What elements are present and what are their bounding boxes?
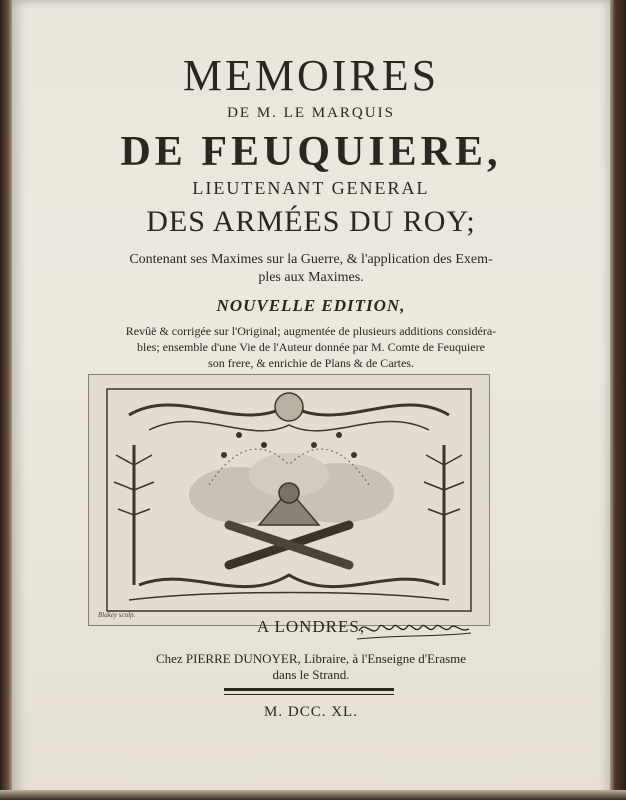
description-line-2: ples aux Maximes. bbox=[258, 270, 364, 285]
edition-line-2: bles; ensemble d'une Vie de l'Auteur donnée par M. Comte de Feuquiere bbox=[137, 340, 485, 354]
author-armies: DES ARMÉES DU ROY; bbox=[146, 205, 476, 238]
engraver-credit: Blakey sculp. bbox=[98, 611, 136, 619]
ownership-signature bbox=[355, 613, 475, 643]
description-line-1: Contenant ses Maximes sur la Guerre, & l'application des Exem- bbox=[129, 252, 493, 267]
divider-rule-thin bbox=[224, 694, 394, 695]
book-title: MEMOIRES bbox=[182, 51, 440, 100]
author-prefix: DE M. LE MARQUIS bbox=[227, 105, 395, 121]
edition-line-3: son frere, & enrichie de Plans & de Cartes. bbox=[208, 356, 414, 370]
book-bottom-edge bbox=[0, 790, 626, 800]
publisher-line-1: Chez PIERRE DUNOYER, Libraire, à l'Enseigne d'Erasme bbox=[155, 651, 467, 666]
title-page bbox=[12, 0, 610, 800]
imprint-place: A LONDRES, bbox=[256, 617, 366, 636]
military-trophy-vignette-icon bbox=[89, 375, 489, 625]
publisher-line-2: dans le Strand. bbox=[272, 667, 350, 682]
publication-year: M. DCC. XL. bbox=[264, 704, 358, 720]
author-name: DE FEUQUIERE, bbox=[120, 129, 502, 175]
engraving-plate bbox=[88, 374, 490, 626]
edition-line-1: Revûë & corrigée sur l'Original; augmentée de plusieurs additions considéra- bbox=[125, 324, 497, 338]
author-rank: LIEUTENANT GENERAL bbox=[192, 178, 430, 198]
book-fore-edge bbox=[608, 0, 626, 800]
divider-rule bbox=[224, 688, 394, 691]
edition-label: NOUVELLE EDITION, bbox=[216, 296, 406, 315]
